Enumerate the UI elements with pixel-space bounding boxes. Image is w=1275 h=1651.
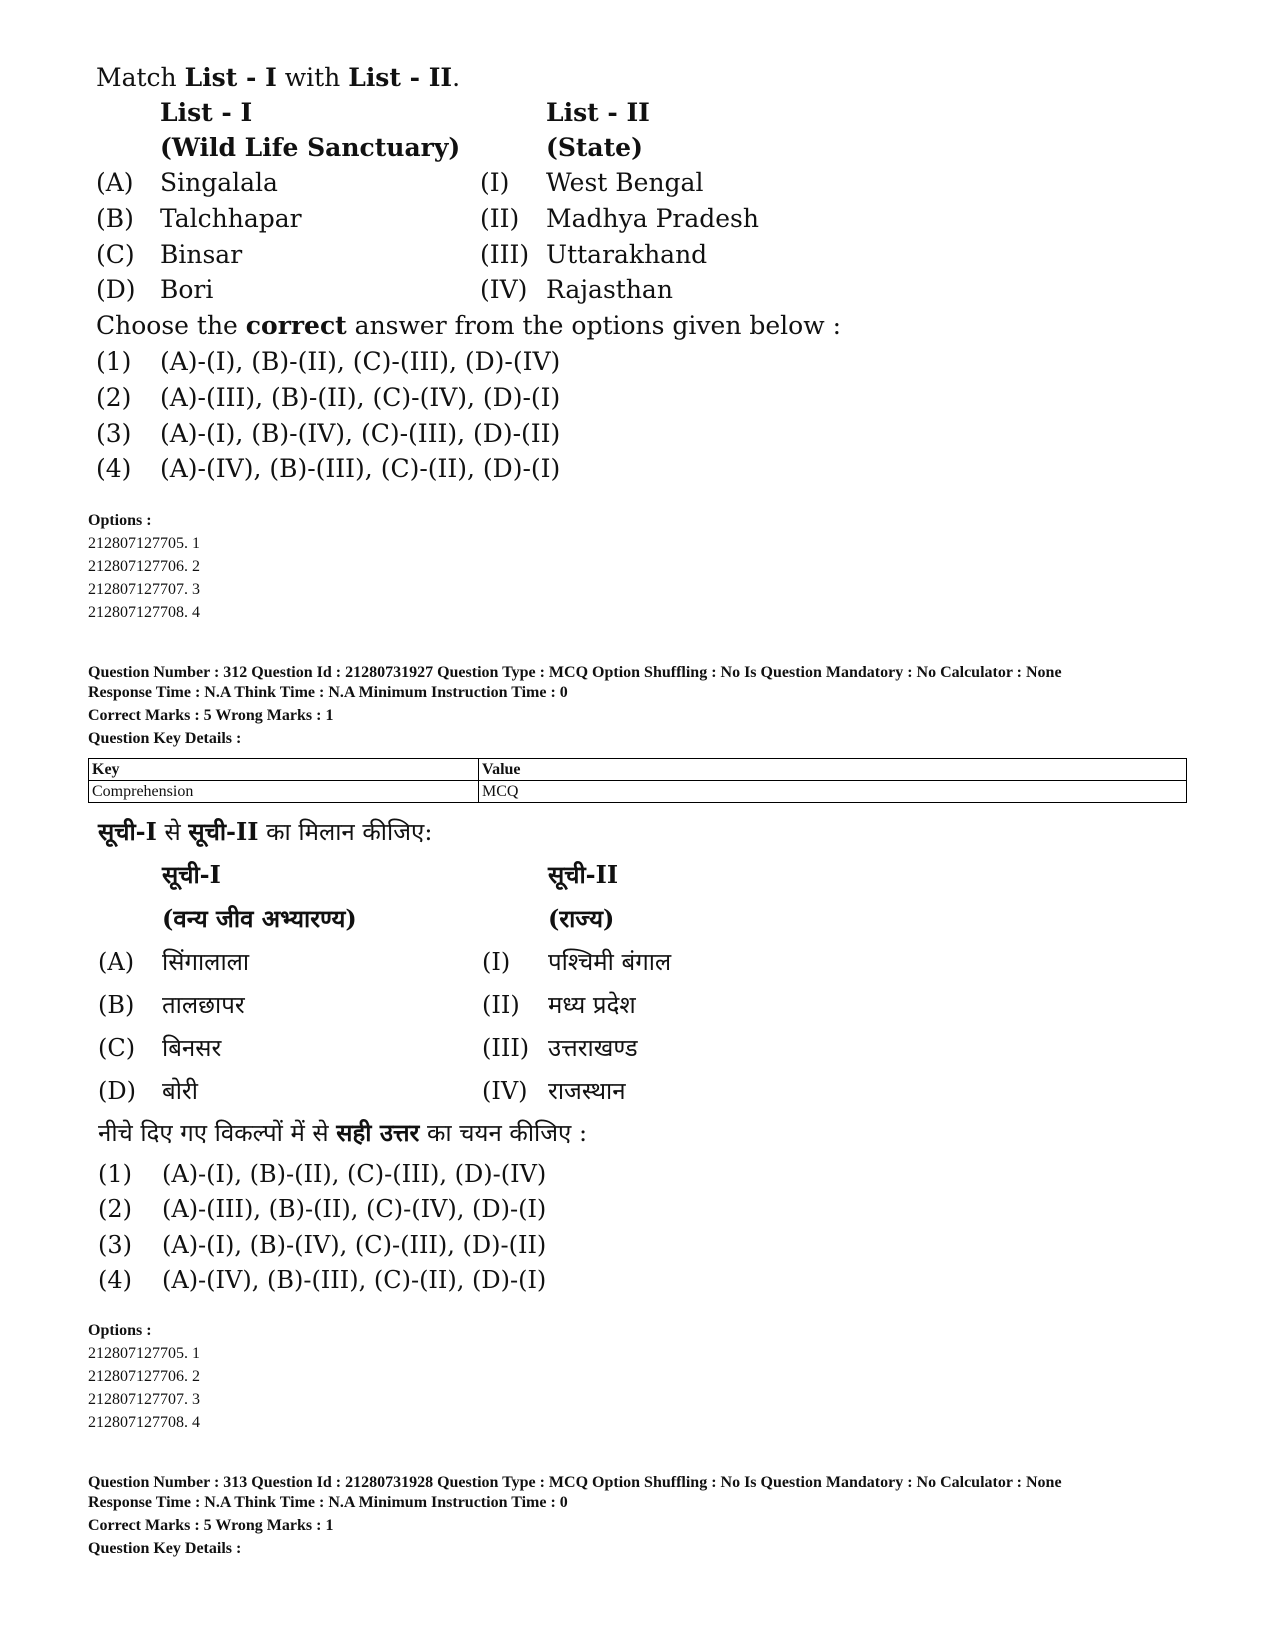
table-cell: Comprehension [89,781,479,803]
question-header-line: Question Number : 313 Question Id : 21280731928 Question Type : MCQ Option Shuffling : No Is Question Mandatory : No Calculator : None [88,1474,1062,1491]
question-key-table [88,758,1187,803]
list2-header: सूची-II [548,860,619,889]
list1-subheader: (वन्य जीव अभ्यारण्य) [162,904,357,933]
table-header-row [89,759,1187,781]
match-row: (A) Singalala (I) West Bengal [96,168,704,197]
option-id: 212807127708. 4 [88,604,200,621]
match-row: (B) Talchhapar (II) Madhya Pradesh [96,204,759,233]
option-id: 212807127706. 2 [88,1368,200,1385]
choose-instruction: नीचे दिए गए विकल्पों में से सही उत्तर का चयन कीजिए : [98,1118,588,1147]
match-row: (D) बोरी (IV) राजस्थान [98,1077,626,1105]
question-header-line: Question Number : 312 Question Id : 21280731927 Question Type : MCQ Option Shuffling : No Is Question Mandatory : No Calculator : None [88,664,1062,681]
exam-page: Match List - I with List - II. List - I List - II (Wild Life Sanctuary) (State) (A) Singalala (I) West Bengal (B) Talchhapar (II) Madhya Pradesh (C) Binsar (III) Uttarakhand (D) Bori (IV) Rajasthan Choose the correct answer from the options given below : (1) (A)-(I), (B)-(II), (C)-(III), (D)-(IV) (2) (A)-(III), (B)-(II), (C)-(IV), (D)-(I) (3) (A)-(I), (B)-(IV), (C)-(III), (D)-(II) (4) (A)-(IV), (B)-(III), (C)-(II), (D)-(I) Options : 212807127705. 1 212807127706. 2 212807127707. 3 212807127708. 4 Question Number : 312 Question Id : 21280731927 Question Type : MCQ Option Shuffling : No Is Question Mandatory : No Calculator : None Response Time : N.A Think Time : N.A Minimum Instruction Time : 0 Correct Marks : 5 Wrong Marks : 1 Question Key Details : Key Value Comprehension MCQ सूची-I से सूची-II का मिलान कीजिए: सूची-I सूची-II (वन्य जीव अभ्यारण्य) (राज्य) (A) सिंगालाला (I) पश्चिमी बंगाल (B) तालछापर (II) मध्य प्रदेश (C) बिनसर (III) उत्तराखण्ड (D) बोरी (IV) राजस्थान नीचे दिए गए विकल्पों में से सही उत्तर का चयन कीजिए : (1) (A)-(I), (B)-(II), (C)-(III), (D)-(IV) (2) (A)-(III), (B)-(II), (C)-(IV), (D)-(I) (3) (A)-(I), (B)-(IV), (C)-(III), (D)-(II) (4) (A)-(IV), (B)-(III), (C)-(II), (D)-(I) Options : 212807127705. 1 212807127706. 2 212807127707. 3 212807127708. 4 Question Number : 313 Question Id : 21280731928 Question Type : MCQ Option Shuffling : No Is Question Mandatory : No Calculator : None Response Time : N.A Think Time : N.A Minimum Instruction Time : 0 Correct Marks : 5 Wrong Marks : 1 Question Key Details : [0,0,1275,1651]
table-cell: MCQ [479,781,1187,803]
match-row: (B) तालछापर (II) मध्य प्रदेश [98,991,636,1019]
options-list [88,1319,200,1434]
option-id: 212807127707. 3 [88,1391,200,1408]
list2-subheader: (राज्य) [548,904,615,933]
question-title: Match List - I with List - II. [96,63,461,92]
list-headers [96,95,816,131]
options-label: Options : [88,1322,152,1339]
table-header-value: Value [479,759,1187,781]
option-id: 212807127708. 4 [88,1414,200,1431]
key-details-label: Question Key Details : [88,1540,242,1557]
choose-instruction: Choose the correct answer from the options given below : [96,311,841,340]
response-time-line: Response Time : N.A Think Time : N.A Minimum Instruction Time : 0 [88,1494,568,1511]
option-id: 212807127707. 3 [88,581,200,598]
table-header-key: Key [89,759,479,781]
response-time-line: Response Time : N.A Think Time : N.A Minimum Instruction Time : 0 [88,684,568,701]
list1-subheader: (Wild Life Sanctuary) [160,133,461,162]
table-row [89,781,1187,803]
list-headers [98,857,818,893]
option-id: 212807127705. 1 [88,535,200,552]
match-row: (D) Bori (IV) Rajasthan [96,275,673,304]
question-metadata [88,661,1062,750]
marks-line: Correct Marks : 5 Wrong Marks : 1 [88,707,334,724]
match-row: (C) Binsar (III) Uttarakhand [96,240,708,269]
match-row: (A) सिंगालाला (I) पश्चिमी बंगाल [98,948,672,976]
marks-line: Correct Marks : 5 Wrong Marks : 1 [88,1517,334,1534]
match-row: (C) बिनसर (III) उत्तराखण्ड [98,1034,638,1062]
list1-header: सूची-I [162,860,221,889]
list1-header: List - I [160,98,253,127]
question-metadata [88,1471,1062,1560]
list2-subheader: (State) [546,133,643,162]
list-subheaders [98,901,818,937]
question-title: सूची-I से सूची-II का मिलान कीजिए: [98,817,433,846]
option-id: 212807127706. 2 [88,558,200,575]
options-label: Options : [88,512,152,529]
options-list [88,509,200,624]
list2-header: List - II [546,98,650,127]
option-id: 212807127705. 1 [88,1345,200,1362]
key-details-label: Question Key Details : [88,730,242,747]
list-subheaders [96,130,816,166]
